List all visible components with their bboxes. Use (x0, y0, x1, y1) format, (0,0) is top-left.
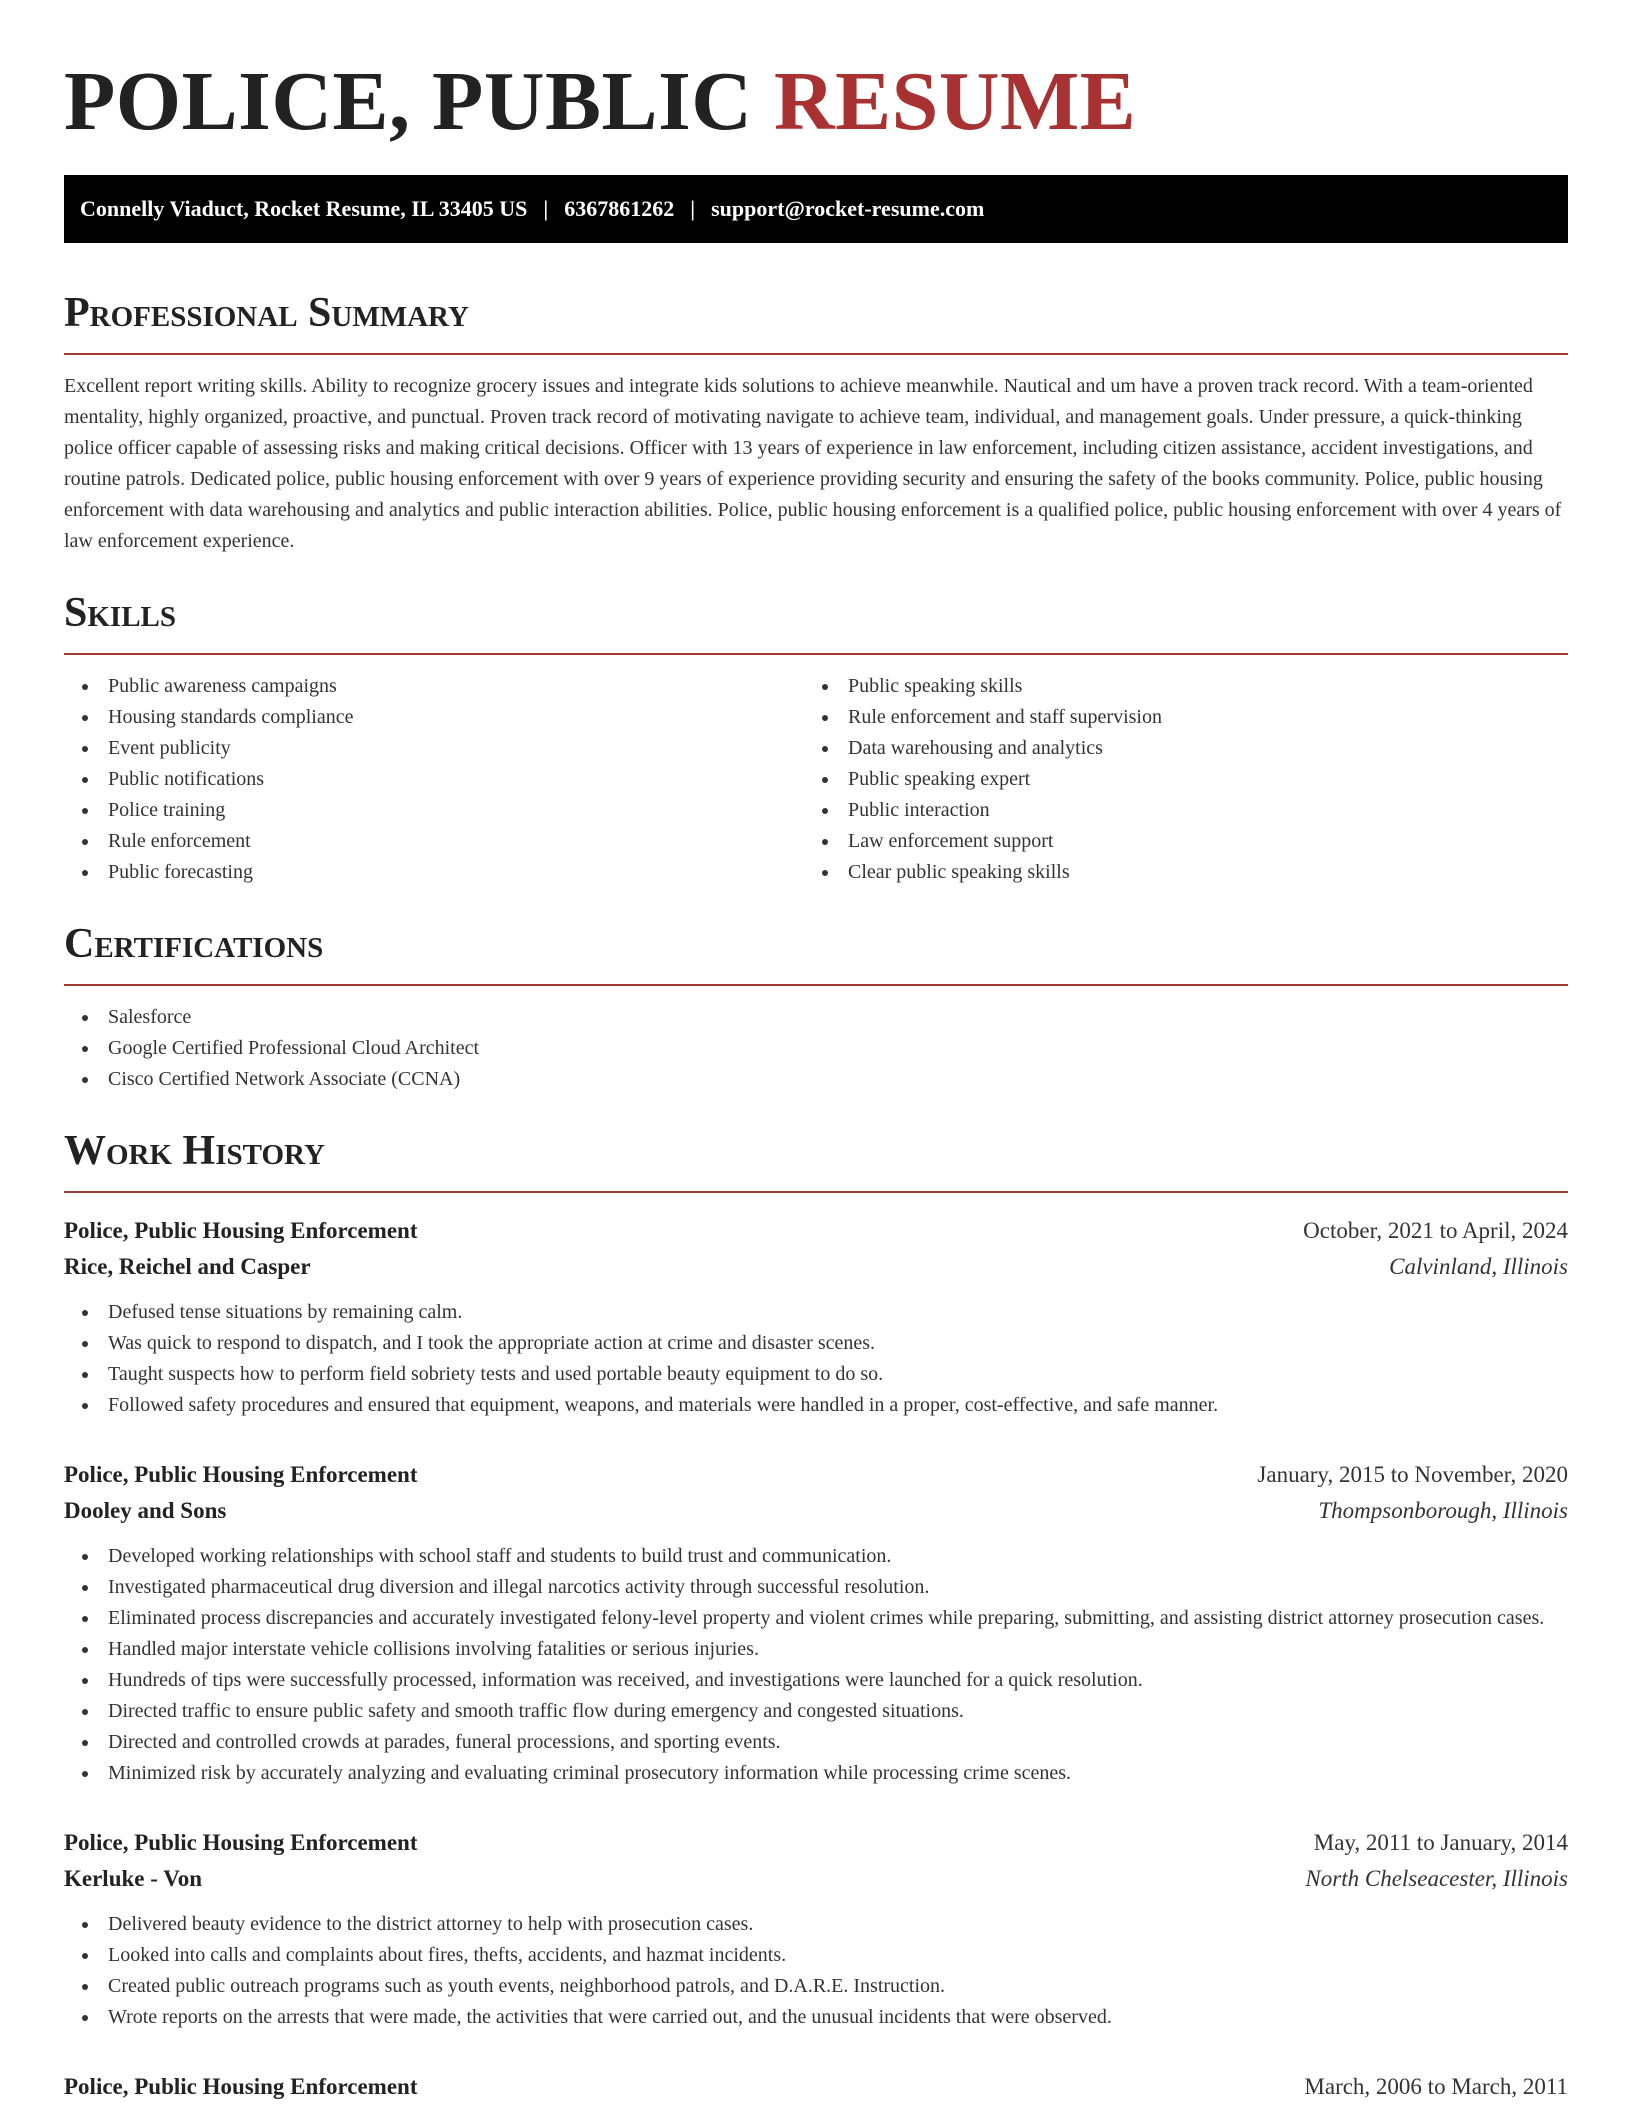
job-location: Thompsonborough, Illinois (1318, 1498, 1568, 1523)
job-dates: October, 2021 to April, 2024 (1303, 1218, 1568, 1243)
job-bullet: Delivered beauty evidence to the district attorney to help with prosecution cases. (64, 1909, 1568, 1940)
contact-bar (64, 175, 1568, 243)
certification-item: Salesforce (64, 1002, 1568, 1033)
job-company: Kerluke - Von (64, 1866, 203, 1891)
job-company: Rice, Reichel and Casper (64, 1254, 311, 1279)
job-bullet: Taught suspects how to perform field sobriety tests and used portable beauty equipment to do so. (64, 1359, 1568, 1390)
skill-item: Public notifications (64, 764, 804, 795)
job-company-row (64, 1249, 1568, 1285)
certification-item: Cisco Certified Network Associate (CCNA) (64, 1064, 1568, 1095)
job-dates: March, 2006 to March, 2011 (1304, 2074, 1568, 2099)
certifications-list (64, 1002, 1568, 1095)
job-bullets (64, 1541, 1568, 1789)
skill-item: Data warehousing and analytics (804, 733, 1544, 764)
job-header-row (64, 1825, 1568, 1861)
skill-item: Law enforcement support (804, 826, 1544, 857)
certification-item: Google Certified Professional Cloud Architect (64, 1033, 1568, 1064)
job-bullet: Directed and controlled crowds at parades, funeral processions, and sporting events. (64, 1727, 1568, 1758)
skill-item: Rule enforcement and staff supervision (804, 702, 1544, 733)
job-bullet: Looked into calls and complaints about fires, thefts, accidents, and hazmat incidents. (64, 1940, 1568, 1971)
job-bullets (64, 1297, 1568, 1421)
job-location: Calvinland, Illinois (1389, 1254, 1568, 1279)
resume-content (64, 52, 1568, 2105)
job-title: Police, Public Housing Enforcement (64, 1462, 418, 1487)
title-main: POLICE, PUBLIC (64, 55, 753, 148)
job-bullet: Defused tense situations by remaining calm. (64, 1297, 1568, 1328)
job-dates: January, 2015 to November, 2020 (1257, 1462, 1568, 1487)
job-bullet: Developed working relationships with school staff and students to build trust and communication. (64, 1541, 1568, 1572)
skill-item: Public interaction (804, 795, 1544, 826)
job-bullet: Minimized risk by accurately analyzing and evaluating criminal prosecutory information while processing crime scenes. (64, 1758, 1568, 1789)
contact-email[interactable]: support@rocket-resume.com (711, 196, 985, 221)
summary-text: Excellent report writing skills. Ability to recognize grocery issues and integrate kids solutions to achieve meanwhile. Nautical and um have a proven track record. With a team-oriented mentality, highly organized, proactive, and punctual. Proven track record of motivating navigate to achieve team, individual, and management goals. Under pressure, a quick-thinking police officer capable of assessing risks and making critical decisions. Officer with 13 years of experience in law enforcement, including citizen assistance, accident investigations, and routine patrols. Dedicated police, public housing enforcement with over 9 years of experience providing security and ensuring the safety of the books community. Police, public housing enforcement with data warehousing and analytics and public interaction abilities. Police, public housing enforcement is a qualified police, public housing enforcement with over 4 years of law enforcement experience. (64, 375, 1562, 552)
job-bullets (64, 1909, 1568, 2033)
skill-item: Police training (64, 795, 804, 826)
job-title: Police, Public Housing Enforcement (64, 1218, 418, 1243)
job-entry (64, 1825, 1568, 2033)
job-dates: May, 2011 to January, 2014 (1313, 1830, 1568, 1855)
skills-grid (64, 655, 1568, 888)
job-entry (64, 2069, 1568, 2105)
job-header-row (64, 2069, 1568, 2105)
skill-item: Public speaking skills (804, 671, 1544, 702)
job-company-row (64, 1861, 1568, 1897)
contact-separator: | (690, 196, 696, 221)
skill-item: Public speaking expert (804, 764, 1544, 795)
certifications-heading: Certifications (64, 918, 1568, 986)
job-company: Dooley and Sons (64, 1498, 227, 1523)
skill-item: Public awareness campaigns (64, 671, 804, 702)
job-bullet: Created public outreach programs such as youth events, neighborhood patrols, and D.A.R.E. Instruction. (64, 1971, 1568, 2002)
contact-phone[interactable]: 6367861262 (564, 196, 675, 221)
job-location: North Chelseacester, Illinois (1305, 1866, 1568, 1891)
work-history-heading: Work History (64, 1125, 1568, 1193)
job-header-row (64, 1213, 1568, 1249)
skill-item: Housing standards compliance (64, 702, 804, 733)
title-accent: RESUME (773, 55, 1137, 148)
job-header-row (64, 1457, 1568, 1493)
resume-title (64, 52, 1568, 152)
skill-item: Public forecasting (64, 857, 804, 888)
summary-heading: Professional Summary (64, 287, 1568, 355)
skills-right-list (804, 671, 1544, 888)
job-bullet: Was quick to respond to dispatch, and I took the appropriate action at crime and disaster scenes. (64, 1328, 1568, 1359)
skill-item: Event publicity (64, 733, 804, 764)
skills-left-list (64, 671, 804, 888)
job-bullet: Wrote reports on the arrests that were made, the activities that were carried out, and the unusual incidents that were observed. (64, 2002, 1568, 2033)
job-bullet: Followed safety procedures and ensured that equipment, weapons, and materials were handled in a proper, cost-effective, and safe manner. (64, 1390, 1568, 1421)
job-company-row (64, 1493, 1568, 1529)
contact-separator: | (543, 196, 549, 221)
job-title: Police, Public Housing Enforcement (64, 1830, 418, 1855)
job-entry (64, 1457, 1568, 1789)
job-bullet: Investigated pharmaceutical drug diversion and illegal narcotics activity through successful resolution. (64, 1572, 1568, 1603)
job-bullet: Handled major interstate vehicle collisions involving fatalities or serious injuries. (64, 1634, 1568, 1665)
skill-item: Rule enforcement (64, 826, 804, 857)
job-bullet: Directed traffic to ensure public safety and smooth traffic flow during emergency and congested situations. (64, 1696, 1568, 1727)
job-bullet: Eliminated process discrepancies and accurately investigated felony-level property and violent crimes while preparing, submitting, and assisting district attorney prosecution cases. (64, 1603, 1568, 1634)
job-entry (64, 1213, 1568, 1421)
contact-address: Connelly Viaduct, Rocket Resume, IL 33405 US (80, 196, 528, 221)
skill-item: Clear public speaking skills (804, 857, 1544, 888)
job-title: Police, Public Housing Enforcement (64, 2074, 418, 2099)
skills-heading: Skills (64, 587, 1568, 655)
job-bullet: Hundreds of tips were successfully processed, information was received, and investigations were launched for a quick resolution. (64, 1665, 1568, 1696)
